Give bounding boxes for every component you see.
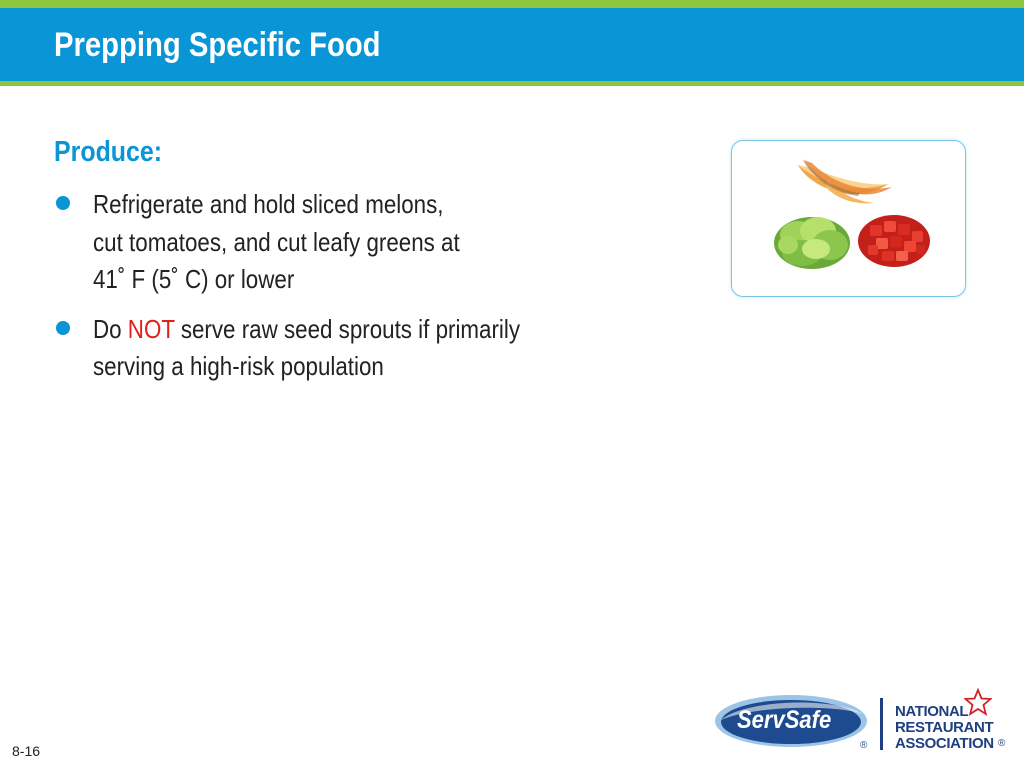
title-underline-stripe bbox=[0, 81, 1024, 86]
bullet-dot-icon bbox=[56, 321, 70, 335]
bullet-text-segment: serve raw seed sprouts if primarily bbox=[174, 313, 521, 344]
logo-divider bbox=[880, 698, 883, 750]
nra-wordmark-line: NATIONAL bbox=[895, 703, 969, 720]
bullet-dot-icon bbox=[56, 196, 70, 210]
nra-wordmark-line: RESTAURANT bbox=[895, 719, 994, 736]
nra-wordmark-line: ASSOCIATION bbox=[895, 735, 994, 752]
bullet-line: cut tomatoes, and cut leafy greens at bbox=[93, 226, 460, 257]
bullet-list bbox=[54, 186, 590, 398]
bullet-text bbox=[93, 186, 520, 299]
section-heading-produce: Produce: bbox=[54, 136, 163, 168]
bullet-line bbox=[93, 311, 520, 349]
slide-title: Prepping Specific Food bbox=[54, 26, 381, 64]
bullet-text-segment: Do bbox=[93, 313, 128, 344]
bullet-item-seed-sprouts bbox=[54, 311, 590, 386]
registered-mark: ® bbox=[998, 738, 1006, 749]
national-restaurant-association-logo bbox=[890, 688, 1010, 758]
bullet-line: Refrigerate and hold sliced melons, bbox=[93, 189, 444, 219]
bullet-line: 41˚ F (5˚ C) or lower bbox=[93, 264, 295, 294]
bullet-text bbox=[93, 311, 520, 386]
nra-wordmark bbox=[895, 704, 994, 752]
emphasis-not: NOT bbox=[127, 313, 175, 344]
registered-mark: ® bbox=[860, 740, 868, 751]
servsafe-wordmark: ServSafe bbox=[737, 706, 832, 734]
produce-image-frame bbox=[731, 140, 966, 297]
produce-image bbox=[732, 141, 965, 296]
lettuce-image bbox=[774, 217, 850, 269]
diced-tomatoes-image bbox=[858, 215, 930, 267]
bullet-item-holding-temperature bbox=[54, 186, 590, 299]
bullet-line: serving a high-risk population bbox=[93, 351, 384, 381]
slide-number: 8-16 bbox=[12, 743, 41, 759]
melon-slices-image bbox=[798, 159, 892, 203]
top-accent-stripe bbox=[0, 0, 1024, 8]
servsafe-logo bbox=[713, 690, 873, 754]
